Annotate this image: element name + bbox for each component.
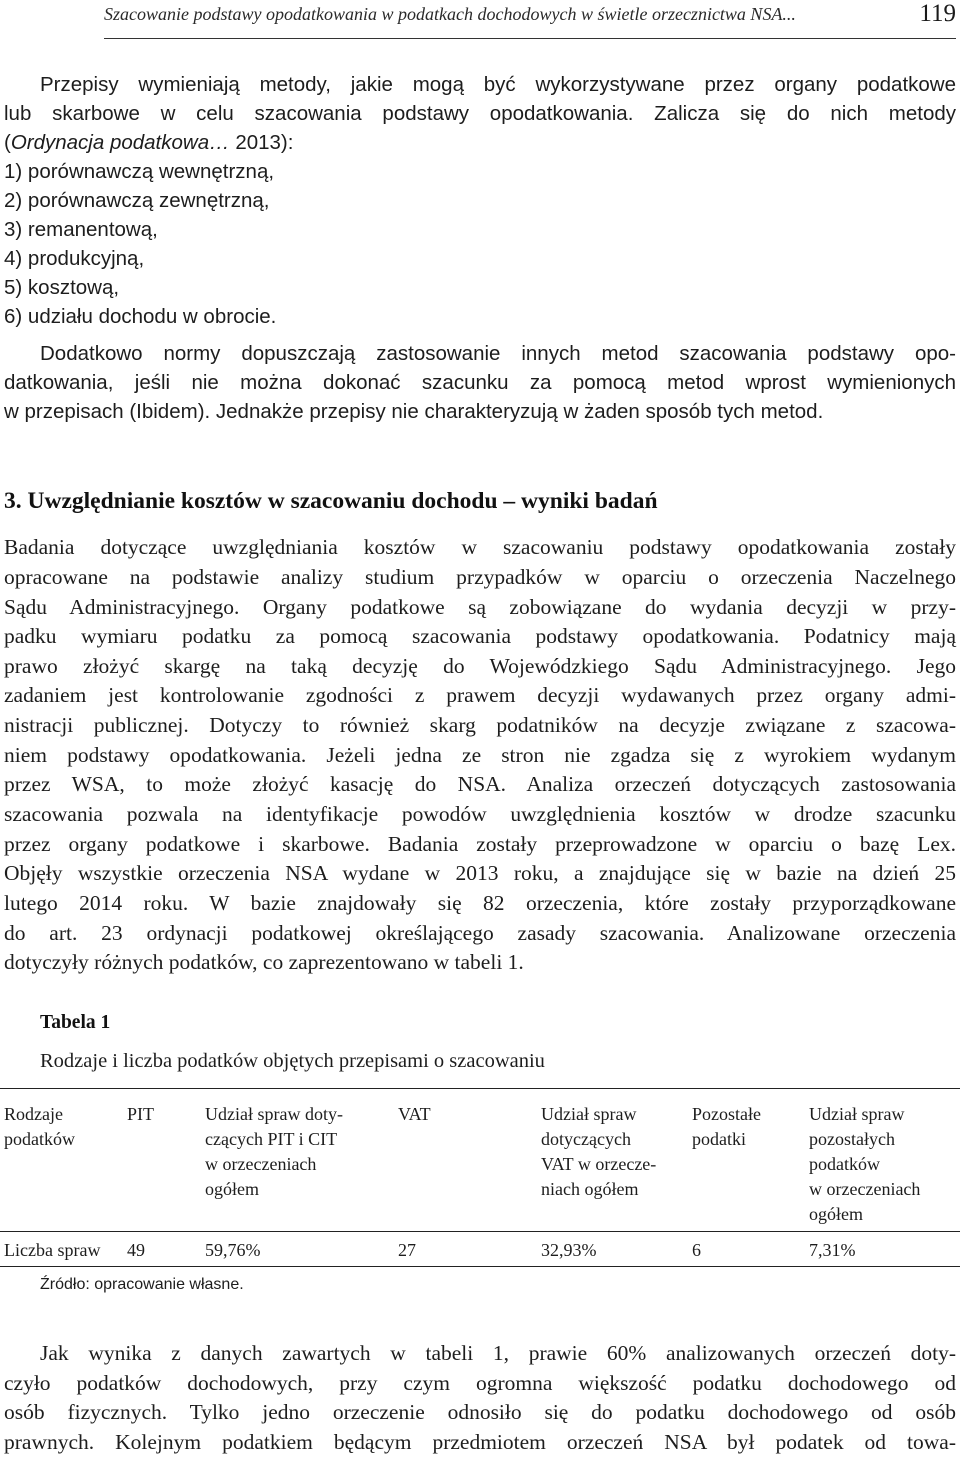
- table-cell-other-share: 7,31%: [809, 1240, 856, 1260]
- table-header-pit: PIT: [127, 1104, 154, 1124]
- table-cell-pit: 49: [127, 1240, 145, 1260]
- table-bottom-rule: [0, 1266, 960, 1267]
- table-top-rule: [0, 1088, 960, 1089]
- section-line-8: niem podstawy opodatkowania. Jeżeli jedna ze stron nie zgadza się z wyrokiem wydanym: [4, 743, 956, 767]
- citation-year: 2013):: [229, 131, 294, 154]
- table-header-pit-cit-share: Udział spraw doty- czących PIT i CIT w orzeczeniach ogółem: [205, 1104, 343, 1199]
- section-line-9: przez WSA, to może złożyć kasację do NSA. Analiza orzeczeń dotyczących zastosowania: [4, 772, 956, 796]
- table-header-vat: VAT: [398, 1104, 431, 1124]
- section-line-2: opracowane na podstawie analizy studium przypadków w oparciu o orzeczenia Naczelnego: [4, 565, 956, 589]
- additional-line-3: w przepisach (Ibidem). Jednakże przepisy nie charakteryzują w żaden sposób tych metod.: [4, 400, 824, 423]
- section-line-14: do art. 23 ordynacji podatkowej określającego zasady szacowania. Analizowane orzeczenia: [4, 921, 956, 945]
- table-source-note: Źródło: opracowanie własne.: [40, 1276, 244, 1293]
- header-rule: [104, 38, 956, 39]
- table-cell-pit-cit-share: 59,76%: [205, 1240, 261, 1260]
- conclusion-line-3: osób fizycznych. Tylko jedno orzeczenie odnosiło się do podatku dochodowego od osób: [4, 1400, 956, 1424]
- additional-line-2: datkowania, jeśli nie można dokonać szacunku za pomocą metod wprost wymienionych: [4, 371, 956, 394]
- section-line-10: szacowania pozwala na identyfikacje powodów uwzględnienia kosztów w drodze szacunku: [4, 802, 956, 826]
- section-line-6: zadaniem jest kontrolowanie zgodności z prawem decyzji wydawanych przez organy admi-: [4, 683, 956, 707]
- table-header-other-share: Udział spraw pozostałych podatków w orzeczeniach ogółem: [809, 1104, 921, 1224]
- table-cell-row-label: Liczba spraw: [4, 1240, 101, 1260]
- section-heading: 3. Uwzględnianie kosztów w szacowaniu dochodu – wyniki badań: [4, 488, 658, 514]
- method-item-4: 4) produkcyjną,: [4, 247, 145, 270]
- citation-source: Ordynacja podatkowa…: [10, 131, 230, 154]
- table-label: Tabela 1: [40, 1012, 111, 1033]
- table-cell-vat: 27: [398, 1240, 416, 1260]
- running-title: Szacowanie podstawy opodatkowania w podatkach dochodowych w świetle orzecznictwa NSA...: [104, 4, 796, 24]
- page-number: 119: [919, 0, 956, 27]
- section-line-12: Objęły wszystkie orzeczenia NSA wydane w 2013 roku, a znajdujące się w bazie na dzień 25: [4, 861, 956, 885]
- additional-line-1: Dodatkowo normy dopuszczają zastosowanie innych metod szacowania podstawy opo-: [40, 342, 956, 365]
- section-line-4: padku wymiaru podatku za pomocą szacowania podstawy opodatkowania. Podatnicy mają: [4, 624, 956, 648]
- citation-open: (: [4, 131, 11, 154]
- intro-line-1: Przepisy wymieniają metody, jakie mogą być wykorzystywane przez organy podatkowe: [40, 73, 956, 96]
- table-header-other-taxes: Pozostałe podatki: [692, 1104, 761, 1149]
- intro-line-2: lub skarbowe w celu szacowania podstawy opodatkowania. Zalicza się do nich metody: [4, 102, 956, 125]
- method-item-6: 6) udziału dochodu w obrocie.: [4, 305, 277, 328]
- running-header: [104, 0, 956, 40]
- table-cell-vat-share: 32,93%: [541, 1240, 597, 1260]
- method-item-5: 5) kosztową,: [4, 276, 120, 299]
- section-line-1: Badania dotyczące uwzględniania kosztów w szacowaniu podstawy opodatkowania zostały: [4, 535, 956, 559]
- table-header-vat-share: Udział spraw dotyczących VAT w orzecze- niach ogółem: [541, 1104, 657, 1199]
- method-item-1: 1) porównawczą wewnętrzną,: [4, 160, 275, 183]
- section-line-5: prawo złożyć skargę na taką decyzję do Wojewódzkiego Sądu Administracyjnego. Jego: [4, 654, 956, 678]
- conclusion-line-1: Jak wynika z danych zawartych w tabeli 1, prawie 60% analizowanych orzeczeń doty-: [40, 1341, 956, 1365]
- conclusion-line-4: prawnych. Kolejnym podatkiem będącym przedmiotem orzeczeń NSA był podatek od towa-: [4, 1430, 956, 1454]
- table-cell-other-taxes: 6: [692, 1240, 701, 1260]
- conclusion-line-2: czyło podatków dochodowych, przy czym ogromna większość podatku dochodowego od: [4, 1371, 956, 1395]
- section-line-15: dotyczyły różnych podatków, co zaprezentowano w tabeli 1.: [4, 950, 524, 974]
- table-header-tax-type: Rodzaje podatków: [4, 1104, 75, 1149]
- method-item-2: 2) porównawczą zewnętrzną,: [4, 189, 270, 212]
- table-caption: Rodzaje i liczba podatków objętych przepisami o szacowaniu: [40, 1050, 545, 1072]
- section-line-7: nistracji publicznej. Dotyczy to również skarg podatników na decyzje związane z szacowa-: [4, 713, 956, 737]
- table-header-rule: [0, 1231, 960, 1232]
- intro-citation: [4, 128, 293, 157]
- section-line-3: Sądu Administracyjnego. Organy podatkowe są zobowiązane do wydania decyzji w przy-: [4, 595, 956, 619]
- method-item-3: 3) remanentową,: [4, 218, 158, 241]
- section-line-13: lutego 2014 roku. W bazie znajdowały się 82 orzeczenia, które zostały przyporządkowane: [4, 891, 956, 915]
- section-line-11: przez organy podatkowe i skarbowe. Badania zostały przeprowadzone w oparciu o bazę Lex.: [4, 832, 956, 856]
